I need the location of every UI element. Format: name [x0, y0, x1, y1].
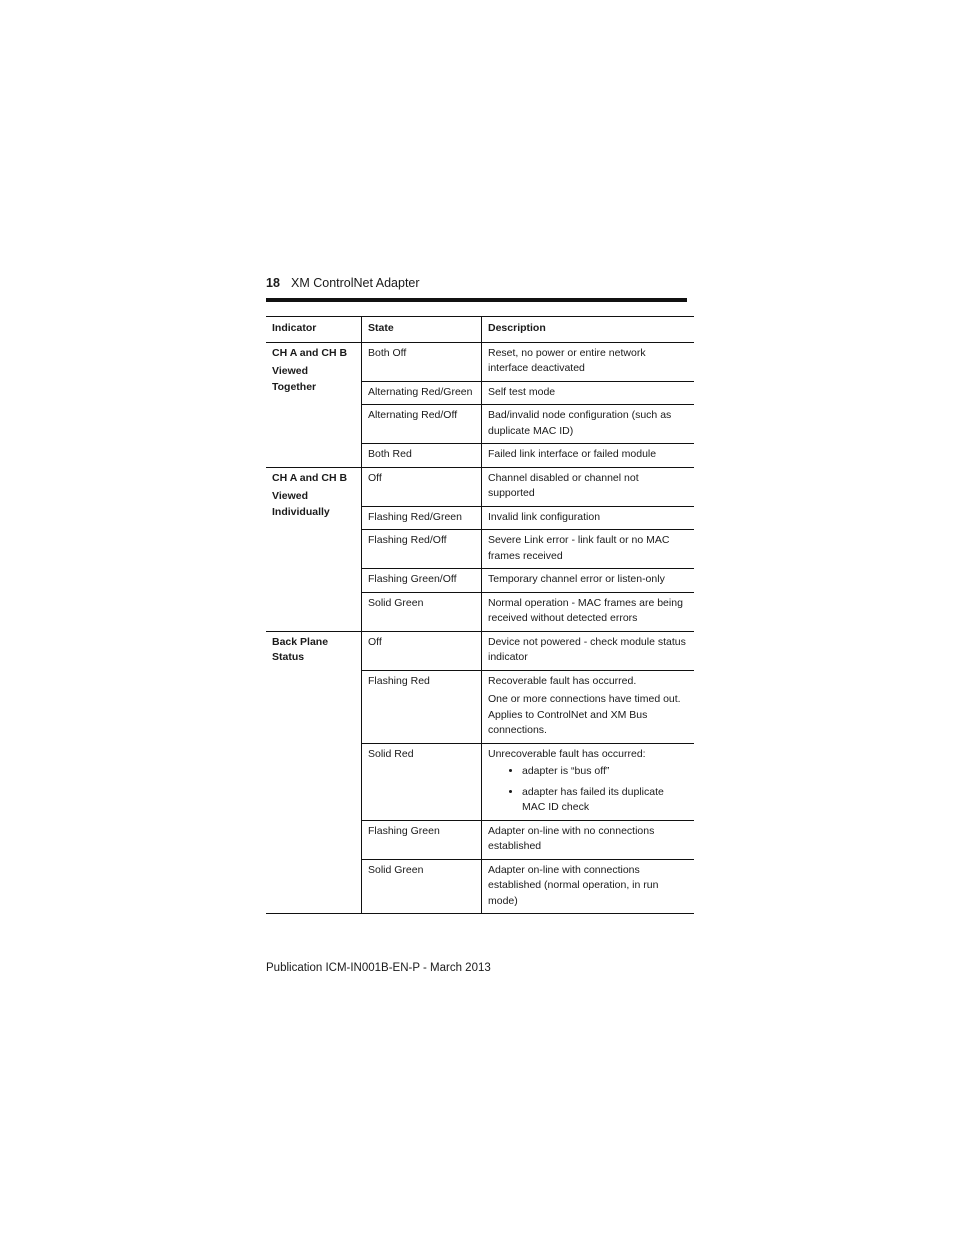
- description-text: Normal operation - MAC frames are being received without detected errors: [488, 596, 683, 624]
- description-cell: [482, 530, 695, 569]
- indicator-table: [266, 316, 694, 914]
- description-text: Self test mode: [488, 385, 556, 398]
- table-body: [266, 342, 694, 914]
- description-text: Invalid link configuration: [488, 510, 601, 523]
- description-text: Adapter on-line with no connections established: [488, 824, 655, 852]
- state-cell: Both Red: [362, 444, 482, 468]
- indicator-cell: [266, 631, 362, 914]
- table-row: [266, 631, 694, 670]
- indicator-label: CH A and CH B: [272, 471, 348, 484]
- column-header-indicator: Indicator: [266, 317, 362, 343]
- state-cell: Flashing Green: [362, 820, 482, 859]
- state-cell: Off: [362, 467, 482, 506]
- description-bullet-list: [488, 764, 688, 816]
- description-cell: [482, 670, 695, 743]
- description-cell: [482, 381, 695, 405]
- state-cell: Flashing Red: [362, 670, 482, 743]
- state-cell: Flashing Red/Green: [362, 506, 482, 530]
- table-header-row: [266, 317, 694, 343]
- table-row: [266, 467, 694, 506]
- description-cell: [482, 592, 695, 631]
- page-header: [266, 276, 687, 302]
- description-cell: [482, 467, 695, 506]
- state-cell: Both Off: [362, 342, 482, 381]
- description-bullet: • adapter has failed its duplicate MAC ID check: [522, 785, 688, 816]
- publication-footer: Publication ICM-IN001B-EN-P - March 2013: [266, 962, 491, 974]
- state-cell: Flashing Green/Off: [362, 569, 482, 593]
- indicator-cell: [266, 342, 362, 467]
- description-text: One or more connections have timed out. Applies to ControlNet and XM Bus connections.: [488, 693, 681, 736]
- state-cell: Alternating Red/Off: [362, 405, 482, 444]
- state-cell: Alternating Red/Green: [362, 381, 482, 405]
- description-bullet: • adapter is “bus off”: [522, 764, 688, 780]
- state-cell: Solid Green: [362, 592, 482, 631]
- table-row: [266, 342, 694, 381]
- description-text: Unrecoverable fault has occurred:: [488, 747, 646, 760]
- indicator-label: Viewed Individually: [272, 490, 330, 518]
- description-cell: [482, 444, 695, 468]
- description-cell: [482, 506, 695, 530]
- description-text: Adapter on-line with connections established (normal operation, in run mode): [488, 863, 659, 907]
- description-text: Temporary channel error or listen-only: [488, 573, 665, 585]
- description-text: Recoverable fault has occurred.: [488, 674, 637, 687]
- description-text: Channel disabled or channel not supported: [488, 471, 639, 499]
- state-cell: Solid Green: [362, 859, 482, 914]
- indicator-label: Viewed Together: [272, 365, 317, 393]
- column-header-state: State: [362, 317, 482, 343]
- description-text: Failed link interface or failed module: [488, 448, 657, 460]
- column-header-description: Description: [482, 317, 695, 343]
- state-cell: Flashing Red/Off: [362, 530, 482, 569]
- description-text: Bad/invalid node configuration (such as duplicate MAC ID): [488, 409, 672, 437]
- state-cell: Solid Red: [362, 743, 482, 820]
- indicator-label: CH A and CH B: [272, 346, 348, 359]
- description-cell: [482, 342, 695, 381]
- description-cell: [482, 631, 695, 670]
- header-title: XM ControlNet Adapter: [291, 276, 420, 290]
- description-cell: [482, 859, 695, 914]
- description-cell: [482, 743, 695, 820]
- description-text: Device not powered - check module status indicator: [488, 635, 686, 663]
- page-number: 18: [266, 276, 280, 290]
- description-text: Severe Link error - link fault or no MAC frames received: [488, 534, 670, 562]
- description-cell: [482, 820, 695, 859]
- state-cell: Off: [362, 631, 482, 670]
- indicator-label: Back Plane Status: [272, 635, 329, 663]
- description-cell: [482, 569, 695, 593]
- description-text: Reset, no power or entire network interface deactivated: [488, 346, 646, 374]
- indicator-cell: [266, 467, 362, 631]
- description-cell: [482, 405, 695, 444]
